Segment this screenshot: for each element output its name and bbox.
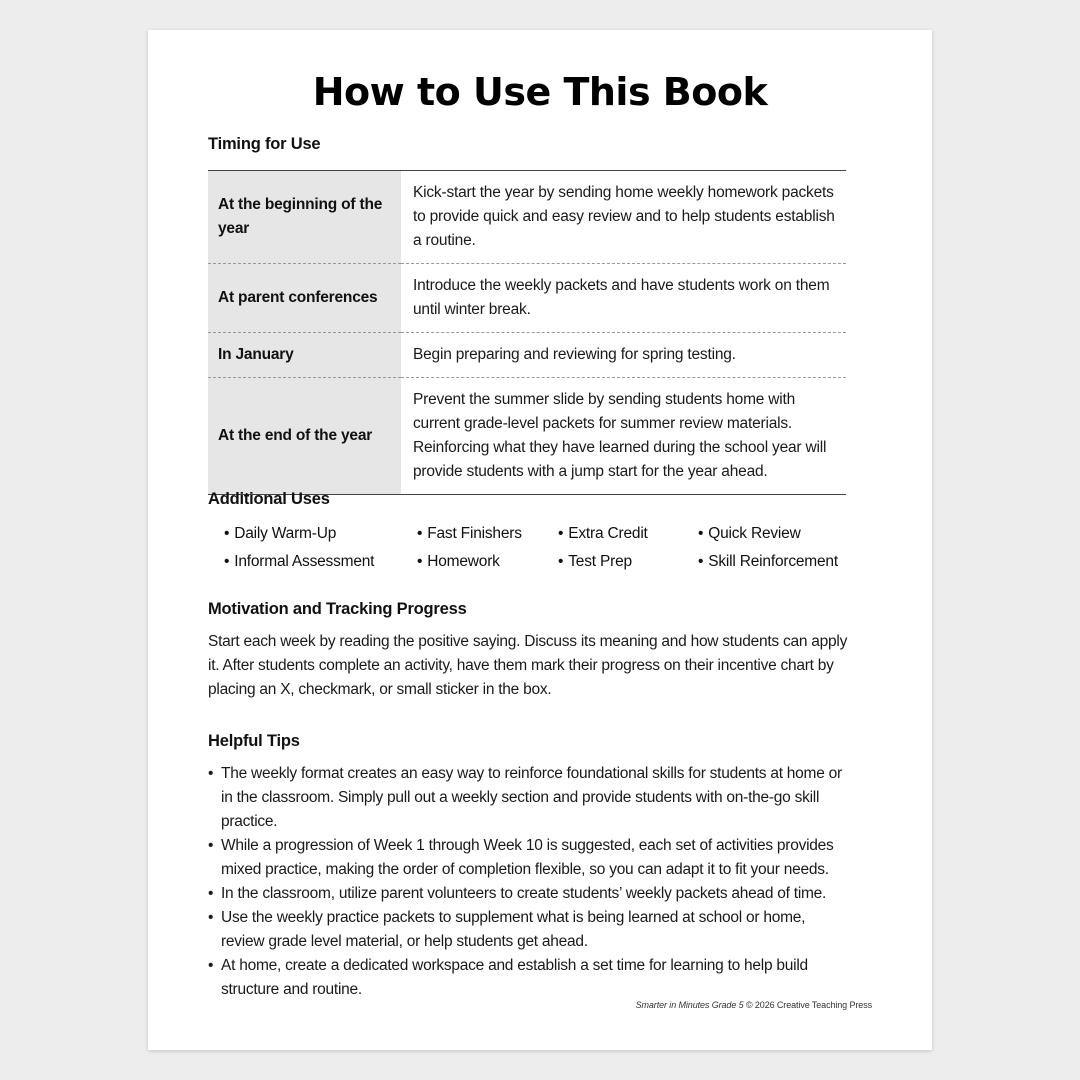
motivation-paragraph: Start each week by reading the positive saying. Discuss its meaning and how students can apply it. After students complete an activity, have them mark their progress on their incentive chart by placing an X, checkmark, or small sticker in the box. bbox=[208, 633, 848, 698]
timing-what-cell: Introduce the weekly packets and have students work on them until winter break. bbox=[401, 264, 846, 333]
bullet-icon: • bbox=[208, 957, 214, 974]
list-item: • Quick Review bbox=[698, 525, 801, 542]
footer-copyright: © 2026 Creative Teaching Press bbox=[745, 1000, 872, 1010]
table-row bbox=[208, 333, 846, 378]
bullet-icon: • bbox=[224, 553, 230, 570]
bullet-icon: • bbox=[698, 525, 704, 542]
bullet-icon: • bbox=[208, 765, 214, 782]
list-item: • Homework bbox=[417, 553, 500, 570]
bullet-icon: • bbox=[208, 837, 214, 854]
timing-when-cell: At the end of the year bbox=[208, 378, 401, 495]
bullet-icon: • bbox=[208, 909, 214, 926]
motivation-heading: Motivation and Tracking Progress bbox=[208, 600, 467, 618]
list-item: • The weekly format creates an easy way to reinforce foundational skills for students at home or in the classroom. Simply pull out a weekly section and provide students with on-the-go skill practice. bbox=[208, 762, 848, 834]
list-item: • Fast Finishers bbox=[417, 525, 522, 542]
list-item: • Daily Warm-Up bbox=[224, 525, 337, 542]
timing-when-cell: In January bbox=[208, 333, 401, 378]
bullet-icon: • bbox=[558, 525, 564, 542]
list-item: • In the classroom, utilize parent volunteers to create students’ weekly packets ahead of time. bbox=[208, 882, 848, 906]
timing-heading: Timing for Use bbox=[208, 135, 321, 153]
table-row bbox=[208, 171, 846, 264]
footer-book-title: Smarter in Minutes Grade 5 bbox=[635, 1000, 744, 1010]
bullet-icon: • bbox=[558, 553, 564, 570]
bullet-icon: • bbox=[417, 525, 423, 542]
timing-table bbox=[208, 170, 846, 495]
list-item: • Informal Assessment bbox=[224, 553, 375, 570]
timing-when-cell: At the beginning of the year bbox=[208, 171, 401, 264]
timing-when-cell: At parent conferences bbox=[208, 264, 401, 333]
list-item: • At home, create a dedicated workspace and establish a set time for learning to help build structure and routine. bbox=[208, 954, 848, 1002]
document-page bbox=[148, 30, 932, 1050]
list-item: • Test Prep bbox=[558, 553, 632, 570]
helpful-tips-heading: Helpful Tips bbox=[208, 732, 300, 750]
additional-uses-heading: Additional Uses bbox=[208, 490, 330, 508]
bullet-icon: • bbox=[208, 885, 214, 902]
timing-what-cell: Kick-start the year by sending home weekly homework packets to provide quick and easy review and to help students establish a routine. bbox=[401, 171, 846, 264]
bullet-icon: • bbox=[417, 553, 423, 570]
list-item: • Extra Credit bbox=[558, 525, 648, 542]
timing-what-cell: Prevent the summer slide by sending students home with current grade-level packets for summer review materials. Reinforcing what they have learned during the school year will provide students with a jump start for the year ahead. bbox=[413, 391, 827, 480]
table-row bbox=[208, 264, 846, 333]
page-footer bbox=[636, 1000, 872, 1010]
bullet-icon: • bbox=[224, 525, 230, 542]
page-title: How to Use This Book bbox=[312, 70, 768, 114]
list-item: • Skill Reinforcement bbox=[698, 553, 838, 570]
timing-what-cell: Begin preparing and reviewing for spring testing. bbox=[401, 333, 846, 378]
additional-uses-list bbox=[224, 523, 854, 573]
list-item: • While a progression of Week 1 through Week 10 is suggested, each set of activities provides mixed practice, making the order of completion flexible, so you can adapt it to fit your needs. bbox=[208, 834, 848, 882]
list-item: • Use the weekly practice packets to supplement what is being learned at school or home, review grade level material, or help students get ahead. bbox=[208, 906, 848, 954]
helpful-tips-list bbox=[208, 762, 848, 1002]
table-row bbox=[208, 378, 846, 495]
bullet-icon: • bbox=[698, 553, 704, 570]
